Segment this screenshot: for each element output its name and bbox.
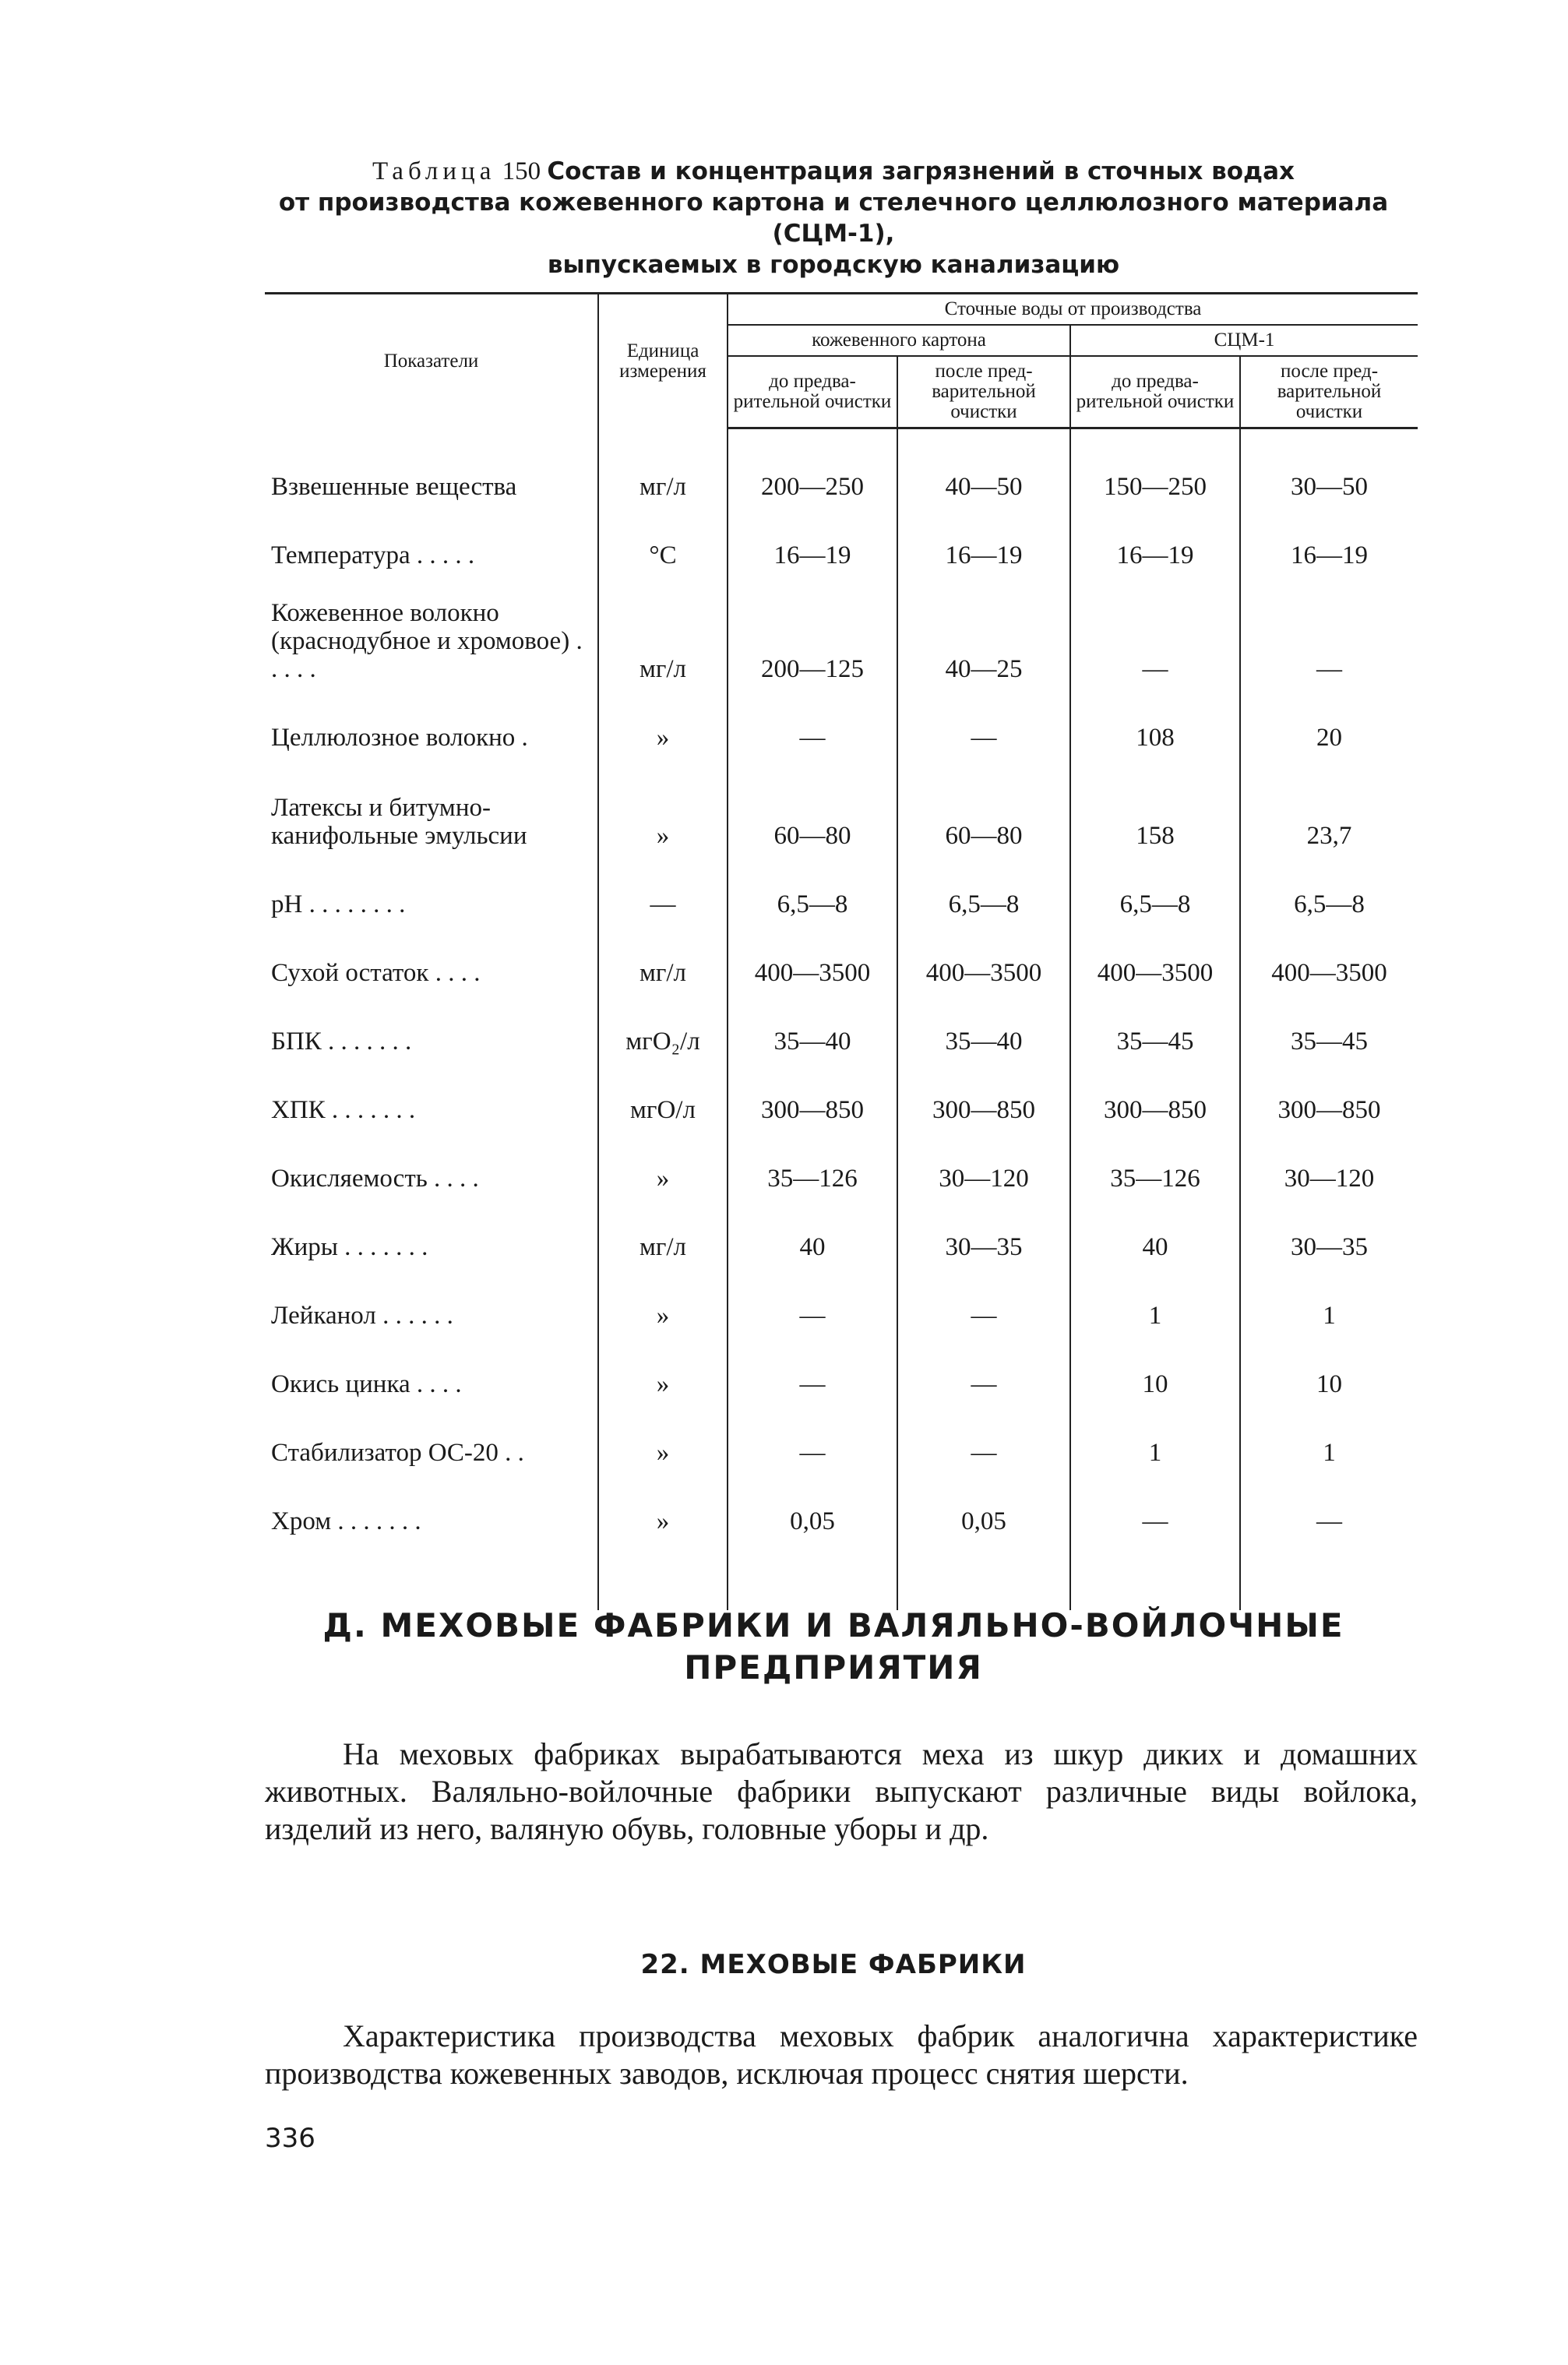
row-unit: мг/л — [598, 582, 728, 696]
row-value: 30—50 — [1240, 428, 1418, 514]
table-row — [265, 931, 1418, 999]
row-unit: » — [598, 764, 728, 862]
row-name: Кожевенное волокно (краснодубное и хромовое) . . . . . — [271, 599, 583, 683]
row-value: 20 — [1240, 696, 1418, 764]
row-name: ХПК . . . . . . . — [271, 1096, 416, 1124]
table-spacer-row — [265, 1548, 1418, 1610]
section-d-title-line1: Д. МЕХОВЫЕ ФАБРИКИ И ВАЛЯЛЬНО-ВОЙЛОЧНЫЕ — [322, 1606, 1344, 1644]
row-unit: » — [598, 1479, 728, 1548]
row-value: 16—19 — [728, 513, 897, 582]
table-row — [265, 1342, 1418, 1411]
table-title-line3: выпускаемых в городскую канализацию — [547, 251, 1120, 279]
row-unit: » — [598, 1342, 728, 1411]
section-d-title-line2: ПРЕДПРИЯТИЯ — [684, 1648, 983, 1687]
row-value: 16—19 — [1240, 513, 1418, 582]
table-row — [265, 999, 1418, 1068]
row-value: — — [728, 1342, 897, 1411]
row-value: — — [1240, 582, 1418, 696]
row-value: 400—3500 — [1070, 931, 1240, 999]
row-value: 300—850 — [897, 1068, 1070, 1137]
section-22-heading: 22. МЕХОВЫЕ ФАБРИКИ — [640, 1949, 1027, 1980]
row-value: 200—250 — [728, 428, 897, 514]
row-unit: мг/л — [598, 1205, 728, 1274]
row-value: 1 — [1070, 1274, 1240, 1342]
row-name: Целлюлозное волокно . — [271, 724, 528, 752]
row-value: — — [897, 1411, 1070, 1479]
row-name: Сухой остаток . . . . — [271, 959, 481, 987]
row-unit: » — [598, 1274, 728, 1342]
row-value: 30—35 — [1240, 1205, 1418, 1274]
row-value: 35—45 — [1240, 999, 1418, 1068]
table-row — [265, 1205, 1418, 1274]
row-value: 30—120 — [1240, 1137, 1418, 1205]
row-value: 400—3500 — [1240, 931, 1418, 999]
row-value: — — [728, 1274, 897, 1342]
section-d-paragraph: На меховых фабриках вырабатываются меха из шкур диких и домашних животных. Валяльно-войлочные фабрики выпускают различные виды войлока, изделий из него, валяную обувь, головные уборы и др. — [265, 1736, 1418, 1846]
row-value: — — [1070, 582, 1240, 696]
table-row — [265, 1068, 1418, 1137]
row-value: 16—19 — [897, 513, 1070, 582]
header-unit: Единица измерения — [598, 294, 728, 428]
row-value: 0,05 — [728, 1479, 897, 1548]
row-value: 400—3500 — [728, 931, 897, 999]
row-value: 6,5—8 — [1240, 862, 1418, 931]
header-before-2: до предва-рительной очистки — [1070, 356, 1240, 428]
row-unit: мгО/л — [598, 1068, 728, 1137]
row-unit: » — [598, 1137, 728, 1205]
row-value: 300—850 — [1070, 1068, 1240, 1137]
row-value: 23,7 — [1240, 764, 1418, 862]
page-number: 336 — [265, 2123, 315, 2154]
table-row — [265, 428, 1418, 514]
row-unit: — — [598, 862, 728, 931]
row-value: 30—120 — [897, 1137, 1070, 1205]
row-value: 6,5—8 — [897, 862, 1070, 931]
row-unit: мг/л — [598, 428, 728, 514]
row-value: — — [1070, 1479, 1240, 1548]
row-value: 30—35 — [897, 1205, 1070, 1274]
row-value: 40—25 — [897, 582, 1070, 696]
header-before-1: до предва-рительной очистки — [728, 356, 897, 428]
row-value: 108 — [1070, 696, 1240, 764]
row-value: 1 — [1240, 1411, 1418, 1479]
table-row — [265, 513, 1418, 582]
section-22-paragraph: Характеристика производства меховых фабрик аналогична характеристике производства кожевенных заводов, исключая процесс снятия шерсти. — [265, 2018, 1418, 2091]
row-value: 1 — [1240, 1274, 1418, 1342]
section-d-heading — [265, 1605, 1402, 1689]
row-name: Жиры . . . . . . . — [271, 1233, 428, 1261]
row-name: Стабилизатор ОС-20 . . — [271, 1439, 524, 1467]
row-name: Окись цинка . . . . — [271, 1370, 462, 1398]
row-value: 200—125 — [728, 582, 897, 696]
row-value: 400—3500 — [897, 931, 1070, 999]
row-value: — — [897, 1274, 1070, 1342]
row-name: Взвешенные вещества — [271, 473, 517, 501]
row-value: — — [897, 696, 1070, 764]
header-after-1: после пред-варительной очистки — [897, 356, 1070, 428]
table-row — [265, 1137, 1418, 1205]
pollution-table — [265, 292, 1418, 1610]
header-after-2: после пред-варительной очистки — [1240, 356, 1418, 428]
row-name: Латексы и битумно-канифольные эмульсии — [271, 794, 527, 850]
row-value: 6,5—8 — [1070, 862, 1240, 931]
row-value: 6,5—8 — [728, 862, 897, 931]
row-name: Окисляемость . . . . — [271, 1165, 479, 1193]
row-value: 150—250 — [1070, 428, 1240, 514]
table-number: 150 — [502, 157, 541, 185]
row-name: Температура . . . . . — [271, 541, 475, 569]
table-caption — [265, 156, 1402, 280]
row-value: 35—40 — [897, 999, 1070, 1068]
row-value: 35—40 — [728, 999, 897, 1068]
row-value: — — [897, 1342, 1070, 1411]
row-value: 300—850 — [728, 1068, 897, 1137]
header-group-cardboard: кожевенного картона — [728, 325, 1070, 356]
row-value: — — [728, 1411, 897, 1479]
row-value: 35—45 — [1070, 999, 1240, 1068]
row-value: 300—850 — [1240, 1068, 1418, 1137]
table-row — [265, 1274, 1418, 1342]
row-value: — — [1240, 1479, 1418, 1548]
row-value: 60—80 — [897, 764, 1070, 862]
row-unit: » — [598, 696, 728, 764]
header-indicator: Показатели — [265, 294, 598, 428]
header-group-scm: СЦМ-1 — [1070, 325, 1418, 356]
row-unit: мг/л — [598, 931, 728, 999]
row-unit: °С — [598, 513, 728, 582]
row-name: Хром . . . . . . . — [271, 1507, 421, 1535]
row-value: 40 — [728, 1205, 897, 1274]
row-name: Лейканол . . . . . . — [271, 1302, 453, 1330]
table-row — [265, 582, 1418, 696]
header-source-group: Сточные воды от производства — [728, 294, 1418, 326]
row-unit: » — [598, 1411, 728, 1479]
table-label: Таблица — [372, 157, 496, 185]
row-unit: мгО₂/л — [598, 999, 728, 1068]
table-title-line1: Состав и концентрация загрязнений в сточных водах — [547, 157, 1295, 185]
row-value: 1 — [1070, 1411, 1240, 1479]
row-value: 40 — [1070, 1205, 1240, 1274]
row-value: 158 — [1070, 764, 1240, 862]
row-value: 60—80 — [728, 764, 897, 862]
row-name: БПК . . . . . . . — [271, 1027, 412, 1056]
table-row — [265, 1411, 1418, 1479]
row-value: — — [728, 696, 897, 764]
table-row — [265, 862, 1418, 931]
table-row — [265, 1479, 1418, 1548]
row-name: pH . . . . . . . . — [271, 890, 406, 918]
row-value: 0,05 — [897, 1479, 1070, 1548]
row-value: 10 — [1070, 1342, 1240, 1411]
table-row — [265, 764, 1418, 862]
row-value: 40—50 — [897, 428, 1070, 514]
row-value: 10 — [1240, 1342, 1418, 1411]
table-row — [265, 696, 1418, 764]
row-value: 16—19 — [1070, 513, 1240, 582]
table-title-line2: от производства кожевенного картона и стелечного целлюлозного материала (СЦМ-1), — [278, 189, 1389, 248]
row-value: 35—126 — [728, 1137, 897, 1205]
row-value: 35—126 — [1070, 1137, 1240, 1205]
